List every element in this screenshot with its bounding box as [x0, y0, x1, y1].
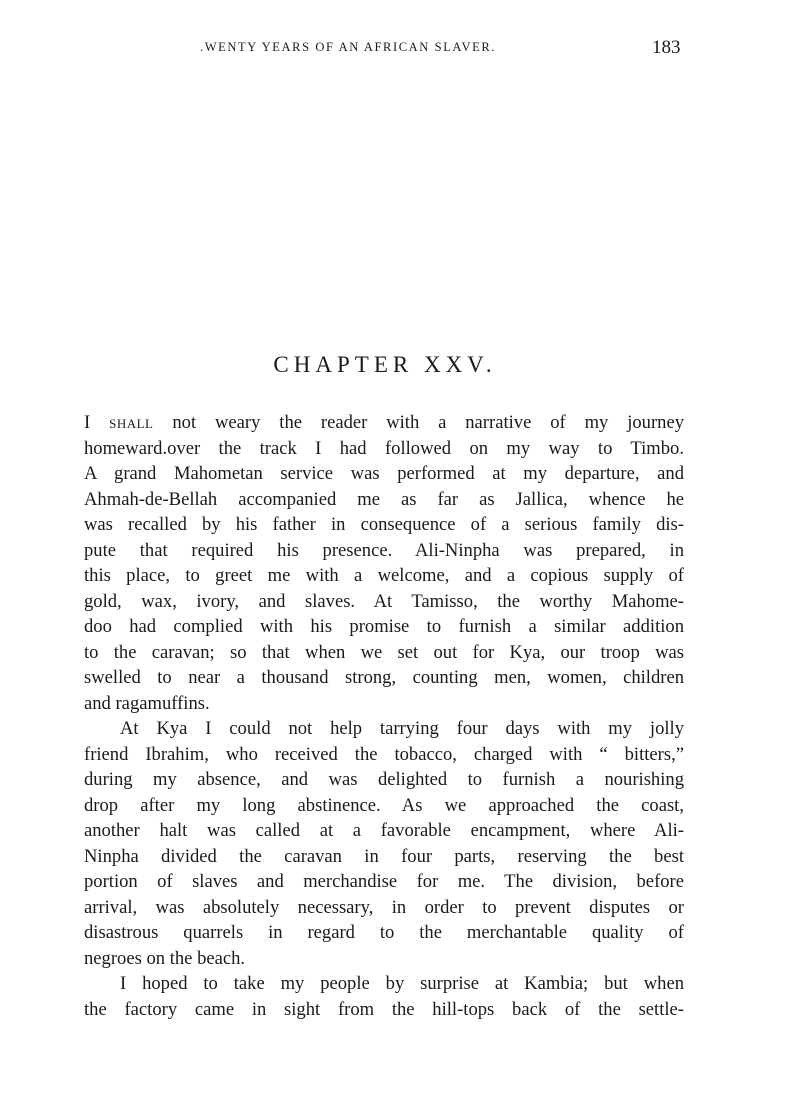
text-line: I hoped to take my people by surprise at Kambia; but when — [120, 973, 684, 994]
text-line: portion of slaves and merchandise for me. The division, before — [84, 871, 684, 892]
paragraph — [84, 410, 684, 716]
text-line: this place, to greet me with a welcome, and a copious supply of — [84, 565, 684, 586]
text-line: homeward.over the track I had followed on my way to Timbo. — [84, 437, 684, 459]
text-line: was recalled by his father in consequence of a serious family dis- — [84, 514, 684, 535]
text-line: doo had complied with his promise to furnish a similar addition — [84, 616, 684, 637]
text-line: arrival, was absolutely necessary, in order to prevent disputes or — [84, 896, 684, 918]
text-line — [84, 410, 684, 436]
text-line: Ninpha divided the caravan in four parts, reserving the best — [84, 845, 684, 867]
text-line: the factory came in sight from the hill-tops back of the settle- — [84, 998, 684, 1020]
text-line: friend Ibrahim, who received the tobacco, charged with “ bitters,” — [84, 743, 684, 765]
page-number: 183 — [652, 37, 681, 58]
running-title: .WENTY YEARS OF AN AFRICAN SLAVER. — [200, 40, 496, 54]
chapter-title: CHAPTER XXV. — [273, 352, 497, 377]
text-line: swelled to near a thousand strong, counting men, women, children — [84, 667, 684, 688]
text-line: negroes on the beach. — [84, 947, 246, 969]
text-line: A grand Mahometan service was performed at my departure, and — [84, 463, 684, 484]
text-line: to the caravan; so that when we set out for Kya, our troop was — [84, 641, 684, 663]
paragraph — [84, 716, 684, 971]
text-line: during my absence, and was delighted to furnish a nourishing — [84, 769, 684, 790]
running-header — [0, 37, 800, 64]
text-line: gold, wax, ivory, and slaves. At Tamisso, the worthy Mahome- — [84, 590, 684, 612]
text-line: disastrous quarrels in regard to the merchantable quality of — [84, 922, 684, 943]
text-line: At Kya I could not help tarrying four days with my jolly — [120, 718, 684, 739]
text-line: Ahmah-de-Bellah accompanied me as far as Jallica, whence he — [84, 488, 684, 510]
lead-word: I — [84, 412, 91, 433]
text-line: drop after my long abstinence. As we approached the coast, — [84, 794, 684, 816]
paragraph — [84, 971, 684, 1022]
body-text — [84, 410, 684, 1022]
lead-smallcaps: shall — [109, 412, 154, 433]
text-line: pute that required his presence. Ali-Ninpha was prepared, in — [84, 539, 684, 561]
text-line: another halt was called at a favorable encampment, where Ali- — [84, 820, 684, 841]
text-line: and ragamuffins. — [84, 692, 210, 714]
line-text: not weary the reader with a narrative of my journey — [153, 412, 685, 433]
